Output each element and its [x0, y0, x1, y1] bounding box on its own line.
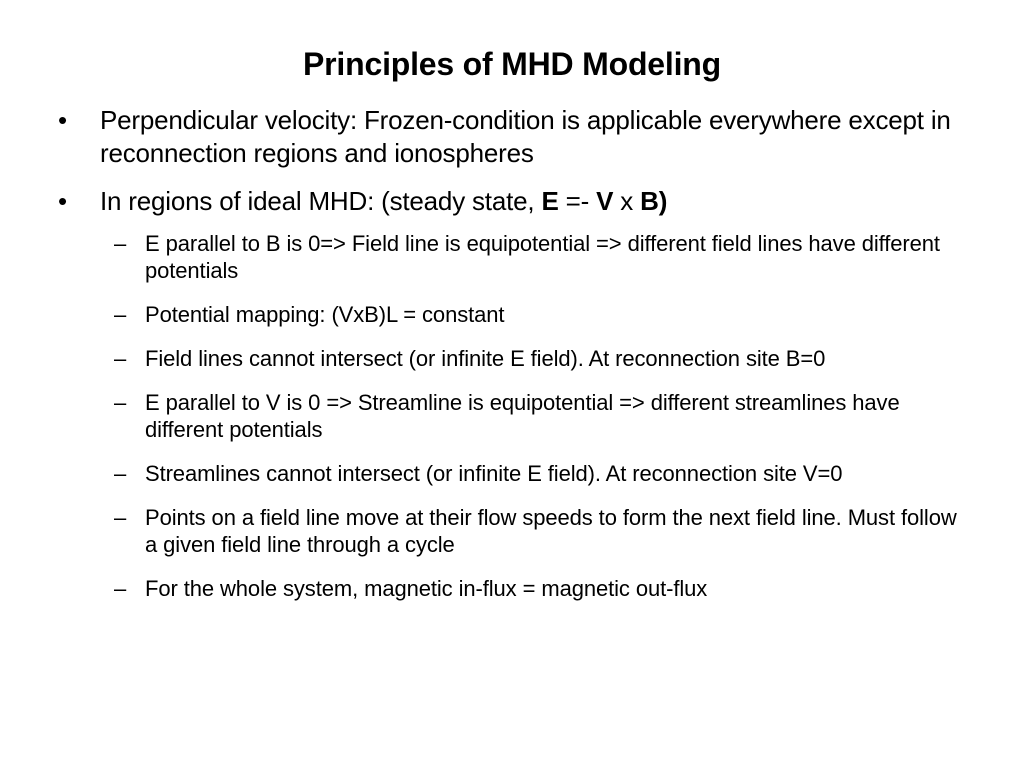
- dash-icon: –: [114, 302, 127, 327]
- sub-bullet-item: [114, 504, 958, 558]
- symbol-equals-minus: =-: [558, 186, 597, 216]
- bullet-text: Perpendicular velocity: Frozen-condition is applicable everywhere except in reconnection regions and ionospheres: [100, 105, 951, 168]
- bullet-icon: •: [58, 186, 67, 216]
- slide-title: Principles of MHD Modeling: [303, 46, 721, 82]
- sub-bullet-item: [114, 230, 958, 284]
- bullet-item: [58, 185, 958, 218]
- symbol-b: B: [640, 186, 659, 216]
- bullet-item: [58, 104, 958, 170]
- sub-bullet-text: Field lines cannot intersect (or infinite E field). At reconnection site B=0: [145, 346, 826, 371]
- dash-icon: –: [114, 346, 127, 371]
- sub-bullet-item: [114, 301, 958, 328]
- symbol-cross: x: [613, 186, 641, 216]
- dash-icon: –: [114, 231, 127, 256]
- symbol-v: V: [596, 186, 614, 216]
- sub-bullet-text: For the whole system, magnetic in-flux = magnetic out-flux: [145, 576, 708, 601]
- sub-bullet-item: [114, 575, 958, 602]
- bullet-text-prefix: In regions of ideal MHD: (steady state,: [100, 186, 542, 216]
- dash-icon: –: [114, 461, 127, 486]
- sub-bullet-item: [114, 389, 958, 443]
- sub-bullet-item: [114, 460, 958, 487]
- dash-icon: –: [114, 505, 127, 530]
- bullet-icon: •: [58, 105, 67, 135]
- sub-bullet-text: Streamlines cannot intersect (or infinite E field). At reconnection site V=0: [145, 461, 843, 486]
- sub-bullet-list: [114, 230, 958, 602]
- dash-icon: –: [114, 390, 127, 415]
- sub-bullet-text: Points on a field line move at their flow speeds to form the next field line. Must follow a given field line through a cycle: [145, 505, 957, 557]
- slide-content: [58, 104, 958, 619]
- closing-paren: ): [658, 186, 668, 216]
- dash-icon: –: [114, 576, 127, 601]
- sub-bullet-text: Potential mapping: (VxB)L = constant: [145, 302, 505, 327]
- sub-bullet-text: E parallel to B is 0=> Field line is equipotential => different field lines have different potentials: [145, 231, 940, 283]
- bullet-text: [100, 186, 667, 216]
- sub-bullet-item: [114, 345, 958, 372]
- symbol-e: E: [541, 186, 559, 216]
- sub-bullet-text: E parallel to V is 0 => Streamline is equipotential => different streamlines have different potentials: [145, 390, 900, 442]
